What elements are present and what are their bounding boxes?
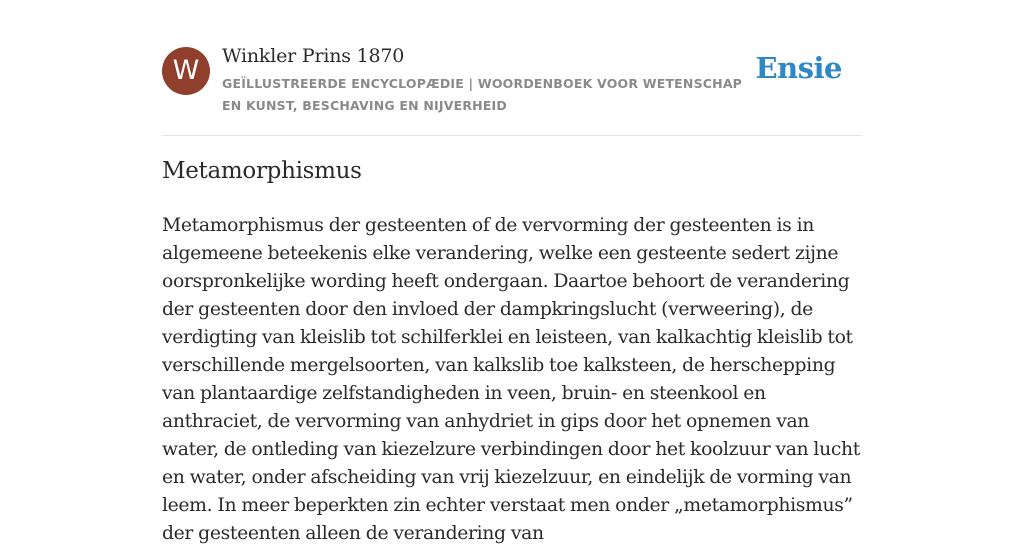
entry-title: Metamorphismus bbox=[162, 158, 362, 184]
header-divider bbox=[162, 135, 862, 136]
source-title[interactable]: Winkler Prins 1870 bbox=[222, 45, 405, 67]
source-subtitle: GEÏLLUSTREERDE ENCYCLOPÆDIE | WOORDENBOEK VOOR WETENSCHAP EN KUNST, BESCHAVING EN NIJVERHEID bbox=[222, 76, 743, 113]
ensie-logo[interactable]: Ensie bbox=[755, 51, 842, 85]
source-avatar[interactable]: W bbox=[162, 47, 210, 95]
source-header bbox=[162, 45, 862, 135]
entry-body: Metamorphismus der gesteenten of de vervorming der gesteenten is in algemeene beteekenis elke verandering, welke een gesteente sedert zijne oorspronkelijke wording heeft ondergaan. Daartoe behoort de verandering der gesteenten door den invloed der dampkringslucht (verweering), de verdigting van kleislib tot schilferklei en leisteen, van kalkachtig kleislib tot verschillende mergelsoorten, van kalkslib toe kalksteen, de herschepping van plantaardige zelfstandigheden in veen, bruin- en steenkool en anthraciet, de vervorming van anhydriet in gips door het opnemen van water, de ontleding van kiezelzure verbindingen door het koolzuur van lucht en water, onder afscheiding van vrij kiezelzuur, en eindelijk de vorming van leem. In meer beperkten zin echter verstaat men onder „metamorphismus” der gesteenten alleen de verandering van bbox=[162, 215, 860, 544]
